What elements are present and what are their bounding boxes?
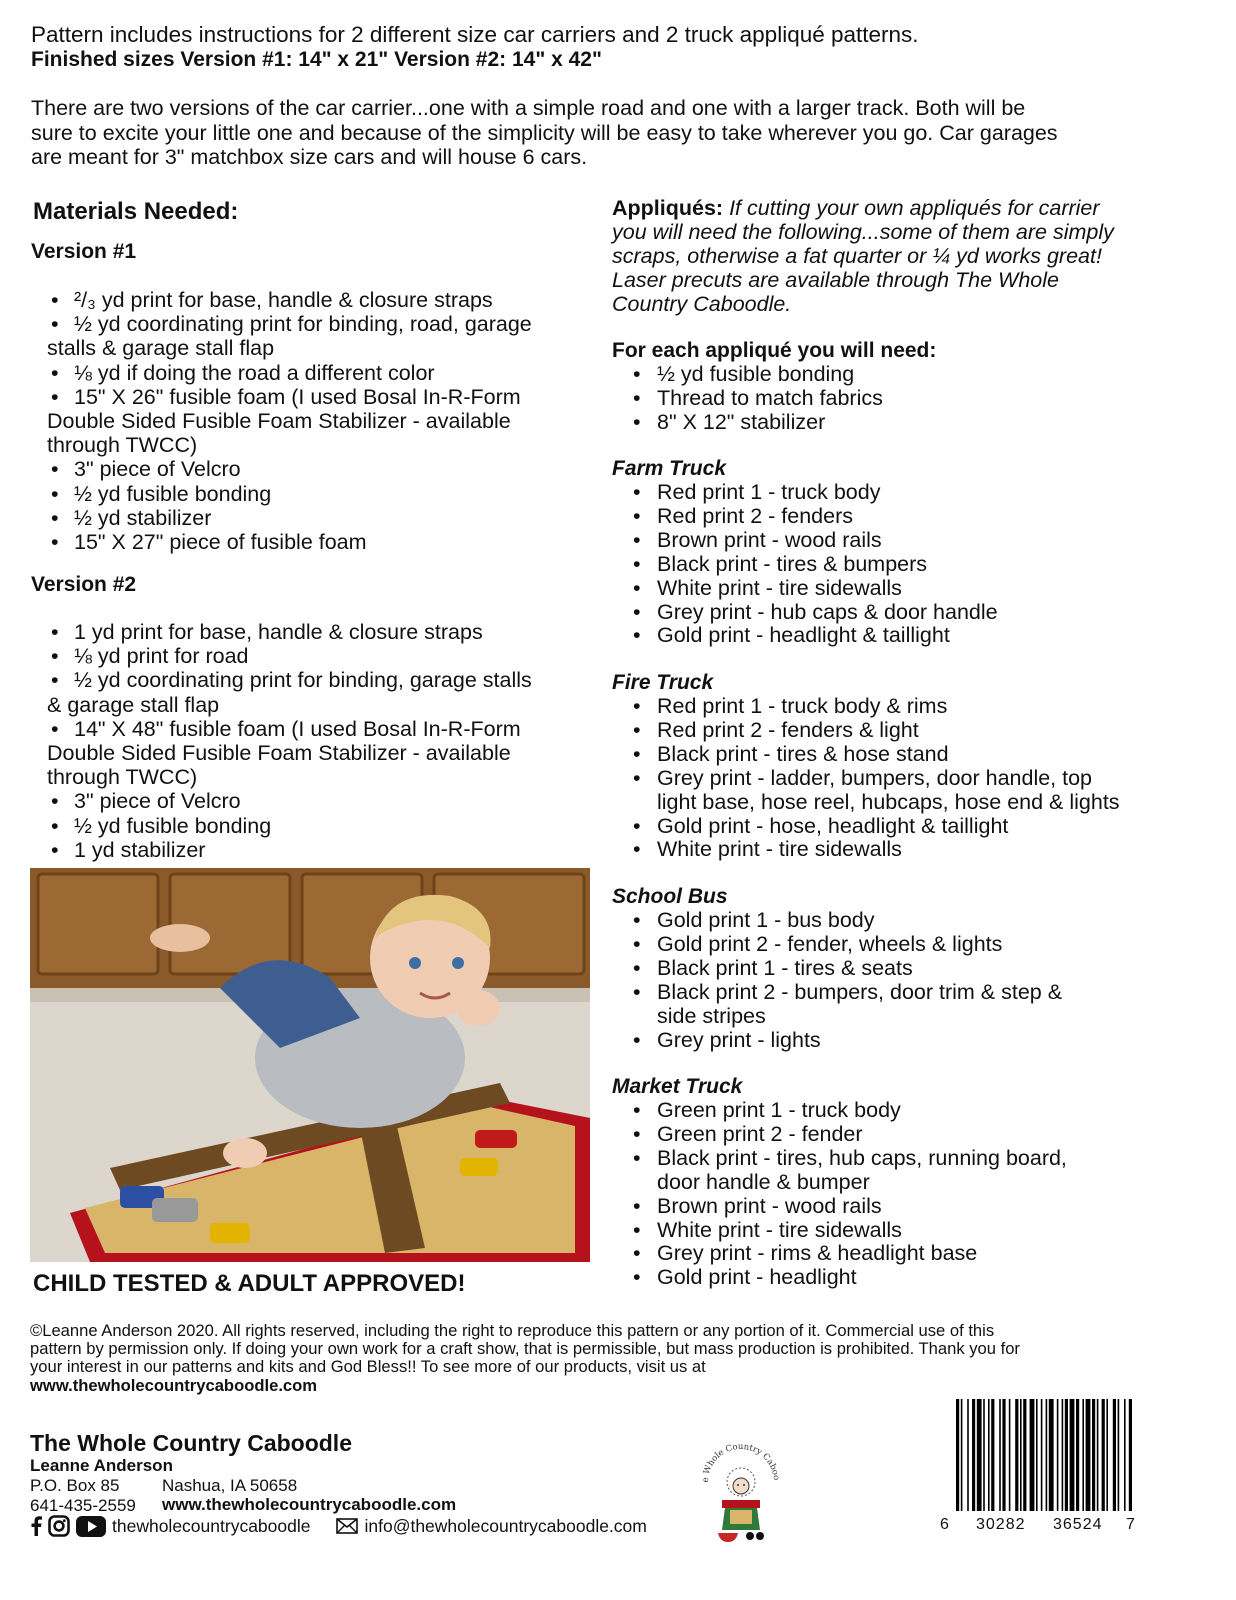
barcode-lead-digit: 6 (940, 1516, 949, 1533)
material-item: • 3" piece of Velcro (51, 457, 241, 482)
market-truck-list (633, 1099, 1203, 1290)
barcode-bar (1124, 1399, 1126, 1511)
fire-truck-list (633, 695, 1203, 862)
version-1-heading: Version #1 (31, 240, 137, 263)
material-item: • 1 yd stabilizer (51, 837, 206, 862)
barcode-bar (1097, 1399, 1099, 1511)
barcode-bar (1118, 1399, 1120, 1511)
applique-item: • Black print - tires, hub caps, running board, door handle & bumper (633, 1147, 1203, 1195)
barcode-right-digits: 36524 (1053, 1516, 1103, 1533)
barcode-bar (1015, 1399, 1018, 1511)
barcode-bar (1129, 1399, 1132, 1511)
farm-truck-list (633, 481, 1203, 648)
barcode-bar (1062, 1399, 1064, 1511)
applique-item: • Gold print 1 - bus body (633, 909, 1203, 933)
barcode-bars (930, 1395, 1150, 1520)
facebook-icon[interactable] (30, 1516, 42, 1536)
market-truck-heading: Market Truck (612, 1075, 743, 1098)
applique-item: • Brown print - wood rails (633, 529, 1203, 553)
barcode-bar (1023, 1399, 1026, 1511)
appliques-label: Appliqués: (612, 196, 724, 220)
barcode-bar (956, 1399, 959, 1511)
appliques-intro-line: scraps, otherwise a fat quarter or ¼ yd works great! (612, 244, 1102, 268)
material-item: • 14" X 48" fusible foam (I used Bosal In-R-Form Double Sided Fusible Foam Stabilizer - available through TWCC) (47, 716, 521, 790)
applique-item: • Brown print - wood rails (633, 1195, 1203, 1219)
email-address[interactable]: info@thewholecountrycaboodle.com (364, 1515, 647, 1536)
each-applique-list (633, 363, 1203, 435)
applique-item: • Red print 2 - fenders (633, 505, 1203, 529)
material-item: • 3" piece of Velcro (51, 789, 241, 814)
material-item: • ⅛ yd print for road (51, 644, 249, 669)
material-item: • 1 yd print for base, handle & closure straps (51, 620, 483, 644)
barcode-bar (972, 1399, 975, 1511)
logo-mark (698, 1438, 784, 1546)
barcode-bar (1076, 1399, 1079, 1511)
material-item: • ⅛ yd if doing the road a different color (51, 360, 435, 385)
product-photo (30, 868, 590, 1262)
material-item: • 15" X 26" fusible foam (I used Bosal In-R-Form Double Sided Fusible Foam Stabilizer - available through TWCC) (47, 384, 521, 458)
applique-item: • Gold print - hose, headlight & taillight (633, 815, 1203, 839)
contact-person: Leanne Anderson (30, 1456, 173, 1475)
applique-item: • Grey print - lights (633, 1029, 1203, 1053)
material-item: • ½ yd fusible bonding (51, 481, 272, 506)
applique-item: • White print - tire sidewalls (633, 577, 1203, 601)
applique-item: • ½ yd fusible bonding (633, 363, 1203, 387)
po-box: P.O. Box 85 (30, 1476, 120, 1495)
barcode-bar (1082, 1399, 1084, 1511)
applique-item: • Grey print - hub caps & door handle (633, 601, 1203, 625)
svg-text:The Whole Country Caboodle: e Whole Country Caboo (700, 1441, 782, 1483)
barcode-bar (1046, 1399, 1048, 1511)
materials-heading: Materials Needed: (33, 198, 239, 225)
barcode-bar (1009, 1399, 1011, 1511)
photo-illustration (30, 868, 590, 1262)
applique-item: • Thread to match fabrics (633, 387, 1203, 411)
version-2-list (47, 620, 607, 862)
youtube-icon[interactable] (76, 1516, 106, 1537)
barcode-bar (1030, 1399, 1035, 1511)
applique-item: • Grey print - ladder, bumpers, door handle, top light base, hose reel, hubcaps, hose end & lights (633, 767, 1203, 815)
material-item: • ½ yd coordinating print for binding, road, garage stalls & garage stall flap (47, 312, 532, 361)
applique-item: • Red print 1 - truck body (633, 481, 1203, 505)
appliques-intro (612, 196, 1192, 316)
description-line: are meant for 3" matchbox size cars and will house 6 cars. (31, 145, 588, 169)
description-line: sure to excite your little one and because of the simplicity will be easy to take wherever you go. Car garages (31, 120, 1058, 145)
school-bus-heading: School Bus (612, 885, 728, 908)
website-link[interactable]: www.thewholecountrycaboodle.com (162, 1495, 457, 1514)
applique-item: • 8" X 12" stabilizer (633, 411, 1203, 435)
applique-item: • White print - tire sidewalls (633, 838, 1203, 862)
barcode-bar (1106, 1399, 1108, 1511)
version-2-heading: Version #2 (31, 573, 137, 596)
appliques-intro-line: Laser precuts are available through The Whole (612, 268, 1059, 292)
applique-item: • Black print 2 - bumpers, door trim & step & side stripes (633, 981, 1203, 1029)
school-bus-list (633, 909, 1203, 1052)
barcode-bar (1049, 1399, 1054, 1511)
company-name: The Whole Country Caboodle (30, 1430, 352, 1456)
applique-item: • Red print 1 - truck body & rims (633, 695, 1203, 719)
each-applique-heading: For each appliqué you will need: (612, 339, 937, 362)
barcode-bar (999, 1399, 1001, 1511)
phone-number: 641-435-2559 (30, 1496, 136, 1515)
applique-item: • White print - tire sidewalls (633, 1219, 1203, 1243)
barcode-bar (1041, 1399, 1043, 1511)
appliques-intro-text: If cutting your own appliqués for carrier (729, 196, 1100, 220)
applique-item: • Black print - tires & bumpers (633, 553, 1203, 577)
photo-caption: CHILD TESTED & ADULT APPROVED! (33, 1270, 466, 1297)
applique-item: • Gold print - headlight (633, 1266, 1203, 1290)
applique-item: • Green print 2 - fender (633, 1123, 1203, 1147)
fire-truck-heading: Fire Truck (612, 671, 714, 694)
barcode-bar (1036, 1399, 1038, 1511)
material-item: • ½ yd coordinating print for binding, garage stalls & garage stall flap (47, 668, 532, 717)
applique-item: • Gold print 2 - fender, wheels & lights (633, 933, 1203, 957)
barcode-bar (1070, 1399, 1075, 1511)
barcode-bar (961, 1399, 963, 1511)
company-logo (698, 1438, 784, 1546)
social-row (30, 1513, 647, 1539)
copyright-line: pattern by permission only. If doing your own work for a craft show, that is permissible, but mass production is prohibited. Thank you for (30, 1339, 1020, 1359)
applique-item: • Green print 1 - truck body (633, 1099, 1203, 1123)
appliques-intro-line (612, 196, 1192, 220)
barcode-bar (1002, 1399, 1005, 1511)
copyright-line: ©Leanne Anderson 2020. All rights reserved, including the right to reproduce this pattern or any portion of it. Commercial use of this (30, 1321, 995, 1340)
copyright-notice (30, 1322, 1210, 1395)
barcode-bar (988, 1399, 990, 1511)
barcode-left-digits: 30282 (976, 1516, 1026, 1533)
barcode-bar (1020, 1399, 1022, 1511)
instagram-icon[interactable] (48, 1515, 70, 1537)
finished-sizes: Finished sizes Version #1: 14" x 21" Version #2: 14" x 42" (31, 48, 602, 71)
barcode-bar (977, 1399, 982, 1511)
material-item: • 15" X 27" piece of fusible foam (51, 530, 367, 555)
appliques-intro-line: you will need the following...some of them are simply (612, 220, 1114, 244)
barcode-bar (1113, 1399, 1116, 1511)
city-address: Nashua, IA 50658 (162, 1476, 298, 1495)
email-icon (336, 1518, 358, 1534)
description (31, 96, 1211, 170)
appliques-intro-line: Country Caboodle. (612, 292, 792, 316)
applique-item: • Red print 2 - fenders & light (633, 719, 1203, 743)
barcode-bar (991, 1399, 994, 1511)
applique-item: • Grey print - rims & headlight base (633, 1242, 1203, 1266)
version-1-list (47, 288, 607, 554)
applique-item: • Black print 1 - tires & seats (633, 957, 1203, 981)
barcode-bar (1092, 1399, 1095, 1511)
farm-truck-heading: Farm Truck (612, 457, 726, 480)
copyright-line: your interest in our patterns and kits and God Bless!! To see more of our products, visit us at (30, 1357, 706, 1377)
barcode (930, 1395, 1150, 1540)
barcode-bar (1086, 1399, 1091, 1511)
social-handle[interactable]: thewholecountrycaboodle (112, 1515, 311, 1536)
barcode-bar (1057, 1399, 1059, 1511)
material-item: • ½ yd fusible bonding (51, 813, 272, 838)
material-item: • ½ yd stabilizer (51, 505, 212, 530)
barcode-bar (983, 1399, 985, 1511)
barcode-check-digit: 7 (1126, 1516, 1135, 1533)
description-line: There are two versions of the car carrier...one with a simple road and one with a larger track. Both will be (31, 96, 1026, 120)
copyright-url[interactable]: www.thewholecountrycaboodle.com (30, 1375, 318, 1395)
applique-item: • Gold print - headlight & taillight (633, 624, 1203, 648)
barcode-bar (1065, 1399, 1068, 1511)
material-item: • ²/₃ yd print for base, handle & closure straps (51, 288, 493, 312)
barcode-bar (1102, 1399, 1105, 1511)
barcode-bar (967, 1399, 969, 1511)
applique-item: • Black print - tires & hose stand (633, 743, 1203, 767)
intro-line-1: Pattern includes instructions for 2 different size car carriers and 2 truck appliqué patterns. (31, 22, 919, 47)
